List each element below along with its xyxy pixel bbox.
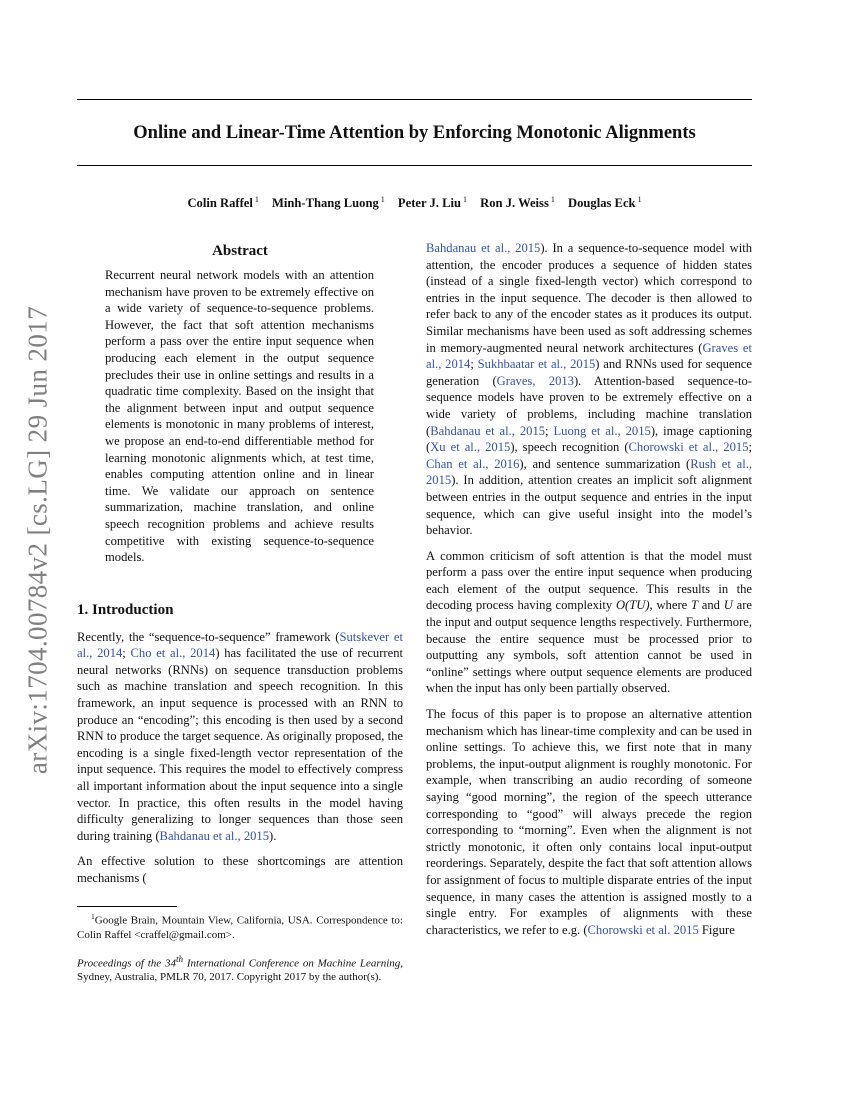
proceedings-note [77, 952, 403, 985]
citation-link[interactable]: Sutskever et al., 2014 [77, 629, 403, 661]
paragraph-text: An effective solution to these shortcomings are attention mechanisms ( [77, 854, 403, 885]
author-list [77, 195, 752, 211]
paragraph-text: ), speech recognition ( [510, 440, 629, 455]
abstract-heading: Abstract [212, 243, 268, 259]
paragraph-text: ). In a sequence-to-sequence model with attention, the encoder produces a sequence of hidden states (instead of a single fixed-length vector) which correspond to entries in the input sequence. The decoder is then allowed to refer back to any of the encoder states as it produces its output. Similar mechanisms have been used as soft addressing schemes in memory-augmented neural network architectures ( [426, 241, 752, 355]
paragraph-text: and [698, 598, 724, 613]
left-column [77, 240, 403, 896]
abstract-text: Recurrent neural network models with an attention mechanism have proven to be extremely effective on a wide variety of sequence-to-sequence problems. However, the fact that soft attention mechanisms perform a pass over the entire input sequence when producing each element in the output sequence precludes their use in online settings and results in a quadratic time complexity. Based on the insight that the alignment between input and output sequence elements is monotonic in many problems of interest, we propose an end-to-end differentiable method for learning monotonic alignments which, at test time, enables computing attention online and in linear time. We validate our approach on sentence summarization, machine translation, and online speech recognition problems and achieve results competitive with existing sequence-to-sequence models. [105, 268, 374, 565]
author [187, 196, 258, 210]
citation-link[interactable]: Graves, 2013 [496, 373, 574, 388]
title-rule-bottom [77, 165, 752, 166]
math-variable: T [691, 598, 699, 613]
paragraph-text: Recently, the “sequence-to-sequence” framework ( [77, 629, 340, 644]
proceedings-prefix: Proceedings of the [77, 957, 165, 970]
citation-link[interactable]: Graves et al., 2014 [426, 340, 752, 372]
intro-paragraph [426, 548, 752, 697]
paragraph-text: ), and sentence summarization ( [519, 456, 691, 471]
footnote-area [77, 906, 403, 984]
citation-link[interactable]: Sukhbaatar et al., 2015 [477, 357, 596, 372]
citation-link[interactable]: Bahdanau et al., 2015 [159, 828, 270, 843]
proceedings-conference: International Conference on Machine Learning [183, 957, 401, 970]
citation-link[interactable]: Cho et al., 2014 [130, 646, 216, 661]
citation-link[interactable]: Chorowski et al. 2015 [587, 922, 699, 937]
author [480, 196, 555, 210]
citation-link[interactable]: Chan et al., 2016 [426, 456, 520, 471]
footnote-mark: 1 [91, 912, 95, 921]
paragraph-text: , where [649, 598, 691, 613]
paragraph-text: ). In addition, attention creates an implicit soft alignment between entries in the output sequence and entries in the input sequence, which can give useful insight into the model’s behavior. [426, 473, 752, 538]
author [398, 196, 467, 210]
arxiv-stamp: arXiv:1704.00784v2 [cs.LG] 29 Jun 2017 [22, 305, 53, 775]
author [568, 196, 642, 210]
paragraph-text: Figure [698, 922, 735, 937]
paper-title: Online and Linear-Time Attention by Enforcing Monotonic Alignments [133, 123, 696, 143]
author-name: Douglas Eck [568, 196, 636, 210]
section-heading-introduction: 1. Introduction [77, 601, 174, 618]
title-rule-top [77, 99, 752, 100]
author-affiliation: 1 [380, 195, 385, 204]
proceedings-details: , Sydney, Australia, PMLR 70, 2017. Copyright 2017 by the author(s). [77, 957, 403, 984]
paragraph-text: A common criticism of soft attention is that the model must perform a pass over the entire input sequence when producing each element of the output sequence. This results in the decoding process having complexity [426, 548, 752, 613]
intro-paragraph [426, 240, 752, 539]
author-name: Peter J. Liu [397, 196, 461, 210]
citation-link[interactable]: Bahdanau et al., 2015 [430, 423, 546, 438]
author-affiliation: 1 [463, 195, 467, 204]
paragraph-text: ). Attention-based sequence-to-sequence models have proven to be extremely effective on a wide variety of problems, including machine translation ( [426, 373, 752, 438]
citation-link[interactable]: Bahdanau et al., 2015 [426, 241, 541, 255]
intro-paragraph [426, 706, 752, 938]
paragraph-text: The focus of this paper is to propose an alternative attention mechanism which has linear-time complexity and can be used in online settings. To achieve this, we first note that in many problems, the input-output alignment is roughly monotonic. For example, when transcribing an audio recording of someone saying “good morning”, the region of the speech utterance corresponding to “good” will always precede the region corresponding to “morning”. Even when the alignment is not strictly monotonic, it often only contains local input-output reorderings. Separately, despite the fact that soft attention allows for assignment of focus to multiple disparate entries of the input sequence, in many cases the attention is assigned mostly to a single entry. For examples of alignments with these characteristics, we refer to e.g. ( [426, 707, 752, 937]
paragraph-text: ). [269, 828, 277, 843]
author [272, 196, 385, 210]
paragraph-text: ; [470, 357, 478, 372]
author-name: Ron J. Weiss [480, 196, 549, 210]
author-affiliation: 1 [254, 195, 259, 204]
proceedings-ordinal-suffix: th [175, 953, 184, 964]
intro-paragraph [77, 629, 403, 845]
citation-link[interactable]: Chorowski et al., 2015 [628, 440, 749, 455]
paragraph-text: ) and RNNs used for sequence generation ( [426, 357, 752, 388]
footnote [77, 910, 403, 942]
math-variable: U [723, 598, 733, 613]
footnote-rule [77, 906, 177, 907]
paragraph-text: ) has facilitated the use of recurrent neural networks (RNNs) on sequence transduction problems such as machine translation and speech recognition. In this framework, an input sequence is processed with an RNN to produce an “encoding”; this encoding is then used by a second RNN to produce the target sequence. As originally proposed, the encoding is a single fixed-length vector representation of the input sequence. This requires the model to effectively compress all important information about the input sequence into a single vector. In practice, this often results in the model having difficulty generalizing to longer sequences than those seen during training ( [77, 646, 404, 843]
paragraph-text: are the input and output sequence lengths respectively. Furthermore, because the entire sequence must be processed prior to outputting any symbols, soft attention cannot be used in “online” settings where output sequence elements are produced when the input has only been partially observed. [426, 598, 753, 696]
paragraph-text: ; [545, 423, 554, 438]
paragraph-text: ; [122, 646, 131, 661]
author-name: Minh-Thang Luong [272, 196, 379, 210]
paragraph-text: ; [748, 440, 752, 455]
footnote-text: Google Brain, Mountain View, California, USA. Correspondence to: Colin Raffel <craffel@gmail.com>. [77, 914, 403, 941]
right-column [426, 240, 752, 947]
paragraph-text: ), image captioning ( [426, 423, 752, 455]
author-name: Colin Raffel [187, 196, 253, 210]
citation-link[interactable]: Rush et al., 2015 [426, 456, 752, 488]
proceedings-ordinal: 34 [164, 957, 176, 970]
author-affiliation: 1 [550, 195, 555, 204]
intro-paragraph [77, 853, 403, 886]
citation-link[interactable]: Luong et al., 2015 [553, 423, 651, 438]
math-complexity: O(TU) [615, 598, 650, 613]
author-affiliation: 1 [637, 195, 642, 204]
citation-link[interactable]: Xu et al., 2015 [430, 440, 511, 455]
